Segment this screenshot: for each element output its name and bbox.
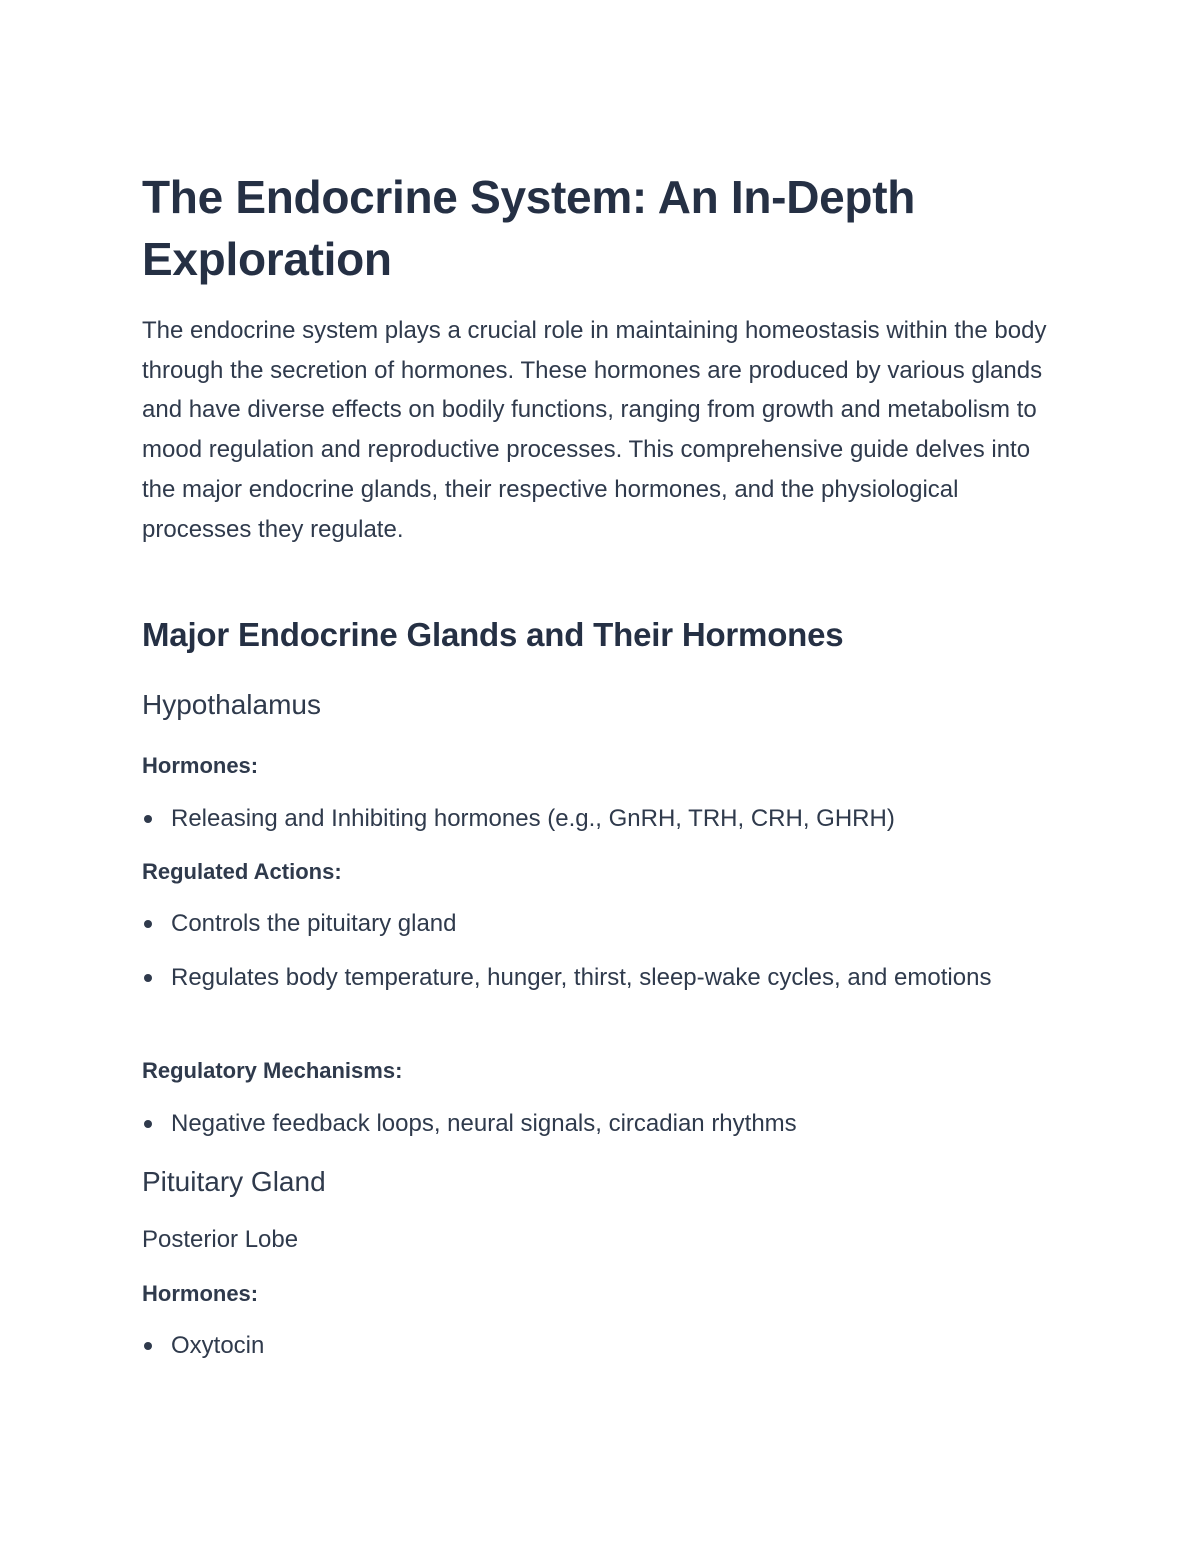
- hypothalamus-hormones-list: [142, 799, 1042, 839]
- hypothalamus-hormones-label: Hormones:: [142, 753, 259, 778]
- posterior-lobe-heading: Posterior Lobe: [142, 1226, 299, 1253]
- pituitary-hormones-list: [142, 1326, 1042, 1366]
- list-item: [142, 1104, 1042, 1144]
- document-title: The Endocrine System: An In-Depth Exploration: [142, 171, 916, 285]
- pituitary-hormones-label: Hormones:: [142, 1281, 259, 1306]
- bullet-icon: [144, 815, 152, 823]
- list-item: [142, 1326, 1042, 1366]
- list-item: [142, 904, 1042, 944]
- list-item-text: Releasing and Inhibiting hormones (e.g., GnRH, TRH, CRH, GHRH): [171, 805, 895, 832]
- bullet-icon: [144, 1120, 152, 1128]
- pituitary-heading: Pituitary Gland: [142, 1166, 326, 1197]
- hypothalamus-actions-label: Regulated Actions:: [142, 859, 342, 884]
- bullet-icon: [144, 974, 152, 982]
- section-heading: Major Endocrine Glands and Their Hormones: [142, 616, 844, 653]
- list-item-text: Regulates body temperature, hunger, thirst, sleep-wake cycles, and emotions: [171, 963, 992, 991]
- list-item-text: Negative feedback loops, neural signals, circadian rhythms: [171, 1110, 797, 1137]
- list-item-text: Oxytocin: [171, 1332, 265, 1359]
- hypothalamus-mechanisms-label: Regulatory Mechanisms:: [142, 1058, 403, 1083]
- hypothalamus-mechanisms-list: [142, 1104, 1042, 1144]
- bullet-icon: [144, 1342, 152, 1350]
- hypothalamus-actions-list: [142, 904, 1042, 997]
- list-item-text: Controls the pituitary gland: [171, 910, 457, 937]
- hypothalamus-heading: Hypothalamus: [142, 689, 321, 720]
- list-item: [142, 958, 1011, 998]
- bullet-icon: [144, 920, 152, 928]
- list-item: [142, 799, 1042, 839]
- intro-paragraph: The endocrine system plays a crucial role in maintaining homeostasis within the body through the secretion of hormones. These hormones are produced by various glands and have diverse effects on bodily functions, ranging from growth and metabolism to mood regulation and reproductive processes. This comprehensive guide delves into the major endocrine glands, their respective hormones, and the physiological processes they regulate.: [142, 317, 1047, 543]
